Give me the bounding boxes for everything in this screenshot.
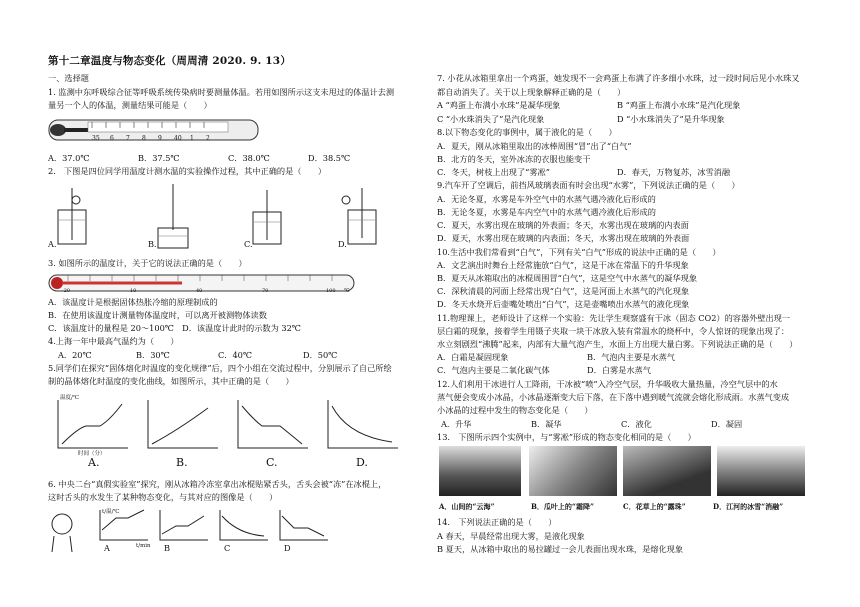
q3-option-a: A．该温度计是根据固体热胀冷缩的原理制成的	[48, 297, 218, 307]
page-title: 第十二章温度与物态变化（周周清 2020. 9. 13）	[48, 55, 292, 67]
q5-label-b: B.	[176, 456, 188, 469]
q10-option-c: C．深秋清晨的河面上经常出现“白气”，这是河面上水蒸气的汽化现象	[437, 286, 690, 296]
q12-option-d: D．凝固	[711, 419, 743, 429]
q7-option-a: A “鸡蛋上布满小水珠”是凝华现象	[437, 100, 561, 110]
q6-stem-line1: 6. 中央二台“真假实验室”探究，刚从冰箱冷冻室拿出冰棍贴紧舌头，舌头会被“冻”在冰棍上，	[48, 479, 387, 489]
q2-label-a: A.	[48, 239, 57, 249]
q10-option-a: A．文艺演出时舞台上经常施放“白气”，这是干冰在常温下的升华现象	[437, 260, 689, 270]
q8-option-a: A．夏天，刚从冰箱里取出的冰棒周围“冒”出了“白气”	[437, 141, 632, 151]
q14-option-b: B 夏天，从冰箱中取出的易拉罐过一会儿表面出现水珠，是熔化现象	[437, 544, 684, 554]
q11-option-b: B．气泡内主要是水蒸气	[587, 352, 675, 362]
clinical-thermometer-figure	[48, 117, 260, 143]
q4-option-d: D．50℃	[303, 350, 338, 360]
dew-photo	[623, 446, 711, 496]
q7-option-b: B “鸡蛋上布满小水珠”是汽化现象	[617, 100, 741, 110]
thermo-label-4: 9	[158, 135, 162, 142]
thermo-label-5: 40	[174, 135, 182, 142]
q4-stem: 4.上海一年中最高气温约为（ ）	[48, 336, 179, 346]
q3-scale-label: 70	[262, 288, 269, 294]
q6-graphs	[48, 506, 348, 554]
q3-stem: 3. 如图所示的温度计，关于它的说法正确的是（ ）	[48, 258, 247, 268]
q8-option-b: B．北方的冬天，室外冰冻的衣服也能变干	[437, 154, 591, 164]
q1-stem-line1: 1. 监测中东呼吸综合征等呼吸系统传染病时要测量体温。若用如图所示这支未甩过的体温计去测	[48, 87, 395, 97]
q4-option-c: C．40℃	[218, 350, 253, 360]
sea-of-clouds-photo	[439, 446, 521, 496]
q12-option-c: C．液化	[621, 419, 652, 429]
q11-stem-line1: 11.物理课上，老师设计了这样一个实验：先让学生观察盛有干冰（固态 CO2）的容器外壁出现一	[437, 313, 791, 323]
q3-thermometer-figure	[48, 272, 358, 294]
q13-caption-d: D．江河的冰雪“消融”	[713, 502, 784, 511]
q10-option-b: B．夏天从冰箱取出的冰棍周围冒“白气”，这是空气中水蒸气的凝华现象	[437, 273, 698, 283]
q5-label-a: A.	[88, 456, 100, 469]
q9-option-d: D．夏天，水雾出现在玻璃的内表面；冬天，水雾出现在玻璃的外表面	[437, 233, 690, 243]
q1-option-b: B．37.5℃	[138, 153, 180, 163]
thermo-label-7: 2	[206, 135, 210, 142]
q14-option-a: A 春天，早晨经常出现大雾，是液化现象	[437, 531, 585, 541]
q3-scale-label: 10	[130, 288, 137, 294]
thermo-label-0: 35	[92, 135, 100, 142]
q10-option-d: D．冬天水烧开后壶嘴处喷出“白气”，这是壶嘴喷出水蒸气的液化现象	[437, 299, 690, 309]
q13-caption-b: B．瓜叶上的“霜降”	[531, 502, 594, 511]
q9-option-b: B．无论冬夏，水雾是车内空气中的水蒸气遇冷液化后形成的	[437, 207, 656, 217]
q3-scale-label: 100	[326, 288, 336, 294]
q3-option-cd: C．该温度计的量程是 20～100℃ D．该温度计此时的示数为 32℃	[48, 323, 301, 333]
q6-xlabel: t/min	[136, 543, 151, 549]
thermo-label-3: 8	[142, 135, 146, 142]
q9-option-c: C．夏天，水雾出现在玻璃的外表面；冬天，水雾出现在玻璃的内表面	[437, 220, 689, 230]
q5-graphs	[48, 390, 408, 470]
q5-stem-line1: 5.同学们在探究“固体熔化时温度的变化规律”后，四个小组在交流过程中，分别展示了自己所绘	[48, 363, 392, 373]
q11-option-d: D．白雾是水蒸气	[587, 365, 651, 375]
q6-stem-line2: 这时舌头的水发生了某种物态变化，与其对应的图像是（ ）	[48, 492, 278, 502]
q12-stem-line2: 蒸气便会变成小冰晶，小冰晶逐渐变大后下落，在下落中遇到暖气流就会熔化形成雨。水蒸气变成	[437, 392, 790, 402]
q12-stem-line3: 小冰晶的过程中发生的物态变化是（ ）	[437, 405, 593, 415]
frost-photo	[529, 446, 617, 496]
q7-option-c: C “小水珠消失了”是汽化现象	[437, 114, 545, 124]
q11-option-a: A．白霜是凝固现象	[437, 352, 509, 362]
q3-unit: ℃	[344, 288, 350, 294]
q9-option-a: A．无论冬夏，水雾是车外空气中的水蒸气遇冷液化后形成的	[437, 194, 656, 204]
q2-label-c: C.	[244, 239, 253, 249]
q2-label-d: D.	[338, 239, 347, 249]
q4-option-b: B．30℃	[136, 350, 170, 360]
q12-option-a: A．升华	[441, 419, 472, 429]
q5-label-d: D.	[356, 456, 368, 469]
thermo-label-6: 1	[190, 135, 194, 142]
q11-stem-line2: 层白霜的现象，接着学生用镊子夹取一块干冰放入装有常温水的烧杯中，令人惊讶的现象出现了：	[437, 326, 790, 336]
q11-option-c: C．气泡内主要是二氧化碳气体	[437, 365, 550, 375]
q3-scale-label: 40	[196, 288, 203, 294]
q5-label-c: C.	[266, 456, 278, 469]
q8-stem: 8.以下物态变化的事例中，属于液化的是（ ）	[437, 127, 617, 137]
q6-ylabel: t/温/℃	[102, 509, 120, 515]
q14-stem: 14. 下列说法正确的是（ ）	[437, 517, 557, 527]
q6-label-a: A	[104, 543, 110, 553]
q13-caption-a: A．山间的“云海”	[439, 502, 495, 511]
q7-stem-line1: 7. 小花从冰箱里拿出一个鸡蛋，她发现不一会鸡蛋上布满了许多细小水珠，过一段时间后见小水珠又	[437, 73, 800, 83]
q3-scale-label: -20	[62, 288, 71, 294]
q7-stem-line2: 都自动消失了。关于以上现象解释正确的是（ ）	[437, 87, 626, 97]
q12-option-b: B．凝华	[531, 419, 562, 429]
q6-label-b: B	[164, 543, 171, 553]
q1-option-a: A．37.0℃	[48, 153, 90, 163]
q2-stem: 2. 下图是四位同学用温度计测水温的实验操作过程，其中正确的是（ ）	[48, 166, 327, 176]
thermo-label-1: 6	[110, 135, 114, 142]
q9-stem: 9.汽车开了空调后，前挡风玻璃表面有时会出现“水雾”，下列说法正确的是（ ）	[437, 180, 740, 190]
q3-option-b: B．在使用该温度计测量物体温度时，可以离开被测物体读数	[48, 310, 267, 320]
q1-option-c: C．38.0℃	[228, 153, 270, 163]
q1-stem-line2: 量另一个人的体温，测量结果可能是（ ）	[48, 100, 212, 110]
q6-label-c: C	[224, 543, 231, 553]
q1-option-d: D．38.5℃	[308, 153, 351, 163]
q8-option-d: D．春天，万物复苏，冰雪消融	[617, 167, 731, 177]
q5-stem-line2: 制的晶体熔化时温度的变化曲线，如图所示，其中正确的是（ ）	[48, 376, 294, 386]
q7-option-d: D “小水珠消失了”是升华现象	[617, 114, 725, 124]
q5-ylabel: 温度/℃	[60, 395, 80, 401]
q2-beaker-figures	[48, 180, 378, 252]
q10-stem: 10.生活中我们常看到“白气”，下列有关“白气”形成的说法中正确的是（ ）	[437, 247, 721, 257]
melting-ice-photo	[717, 446, 805, 496]
q8-option-c: C．冬天，树枝上出现了“雾凇”	[437, 167, 550, 177]
q5-xlabel: 时间（分）	[78, 451, 106, 457]
q13-caption-c: C．花草上的“露珠”	[623, 502, 686, 511]
section-heading: 一、选择题	[48, 73, 89, 83]
q2-label-b: B．	[148, 239, 163, 249]
q4-option-a: A．20℃	[58, 350, 92, 360]
thermo-label-2: 7	[126, 135, 130, 142]
q12-stem-line1: 12.人们利用干冰进行人工降雨，干冰被“喷”入冷空气层，升华吸收大量热量，冷空气层中的水	[437, 379, 778, 389]
q11-stem-line3: 水立刻剧烈“沸腾”起来，内部有大量气泡产生，水面上方出现大量白雾。下列说法正确的是（ ）	[437, 339, 798, 349]
q13-stem: 13. 下图所示四个实例中，与“雾凇”形成的物态变化相同的是（ ）	[437, 432, 696, 442]
q6-label-d: D	[284, 543, 291, 553]
